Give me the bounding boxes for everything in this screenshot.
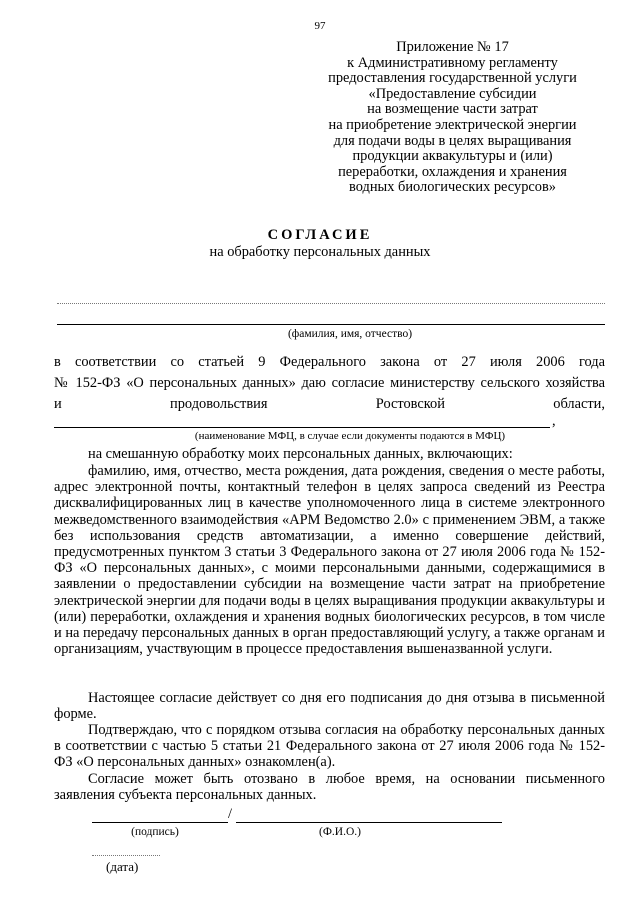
date-caption: (дата) [106,859,139,874]
appendix-line: водных биологических ресурсов» [349,179,556,196]
word: Ростовской [375,396,445,412]
appendix-line: на возмещение части затрат [367,101,538,118]
name-caption: (Ф.И.О.) [319,826,361,838]
fio-fill-line-2[interactable] [57,324,605,325]
document-subtitle: на обработку персональных данных [209,244,431,260]
appendix-line: продукции аквакультуры и (или) [352,148,553,165]
fio-fill-line-1[interactable] [57,303,605,304]
document-title: СОГЛАСИЕ [267,227,373,243]
body-line-2 [54,375,605,391]
appendix-line: Приложение № 17 [396,39,509,55]
body-line-2-text: № 152-ФЗ «О персональных данных» даю согласие министерству сельского хозяйства [54,375,605,391]
word: продовольствия [170,396,268,412]
word: области, [553,396,605,412]
signature-separator: / [228,806,232,822]
word: и [54,396,62,412]
appendix-line: на приобретение электрической энергии [328,116,577,133]
appendix-line: для подачи воды в целях выращивания [333,132,572,149]
paragraph-revocation: Согласие может быть отозвано в любое время, на основании письменного заявления субъекта персональных данных. [54,771,605,804]
appendix-line: к Административному регламенту [347,54,558,71]
appendix-line: «Предоставление субсидии [368,85,537,102]
mfc-comma: , [552,413,556,429]
body-line-3 [54,396,605,412]
page-number: 97 [314,20,326,32]
intro-line: на смешанную обработку моих персональных данных, включающих: [88,446,513,462]
appendix-line: переработки, охлаждения и хранения [338,163,567,180]
paragraph-data-list: фамилию, имя, отчество, места рождения, дата рождения, сведения о месте работы, адрес электронной почты, контактный телефон в целях запроса сведений из Реестра дисквалифицированных лиц в качестве уполномоченного лица в системе электронного межведомственного взаимодействия «АРМ Ведомство 2.0» с применением ЭВМ, а также без использования средств автоматизации, а именно совершение действий, предусмотренных пунктом 3 статьи 3 Федерального закона от 27 июля 2006 года № 152-ФЗ «О персональных данных», с моими персональными данными, содержащимися в заявлении о предоставлении субсидии на возмещение части затрат на приобретение электрической энергии для подачи воды в целях выращивания продукции аквакультуры и (или) переработки, охлаждения и хранения водных биологических ресурсов, в том числе и на передачу персональных данных в орган предоставляющий услугу, а также органам и организациям, участвующим в процессе предоставления вышеназванной услуги. [54,463,605,658]
signature-caption: (подпись) [131,826,179,838]
fio-caption: (фамилия, имя, отчество) [287,328,413,340]
body-line-1-text: в соответствии со статьей 9 Федерального закона от 27 июля 2006 года [54,354,605,370]
date-line[interactable] [92,855,160,856]
paragraph-confirmation: Подтверждаю, что с порядком отзыва согласия на обработку персональных данных в соответствии с частью 5 статьи 21 Федерального закона от 27 июля 2006 года № 152-ФЗ «О персональных данных» ознакомлен(а). [54,722,605,771]
appendix-header [300,40,605,196]
mfc-caption: (наименование МФЦ, в случае если документы подаются в МФЦ) [194,430,506,442]
body-line-1 [54,354,605,370]
appendix-line: предоставления государственной услуги [328,70,577,87]
paragraph-validity: Настоящее согласие действует со дня его подписания до дня отзыва в письменной форме. [54,690,605,723]
mfc-fill-line[interactable] [54,427,550,428]
signature-line[interactable] [92,822,228,823]
name-line[interactable] [236,822,502,823]
